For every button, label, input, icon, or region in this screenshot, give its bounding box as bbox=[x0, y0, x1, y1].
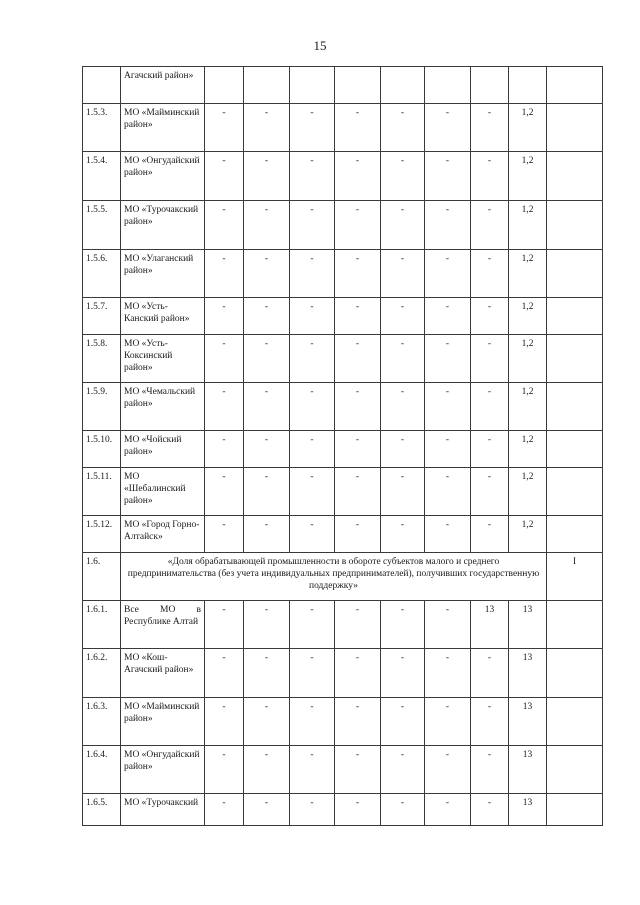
value-cell: - bbox=[244, 104, 290, 152]
value-cell: - bbox=[335, 152, 381, 201]
row-number: 1.5.8. bbox=[83, 335, 121, 383]
value-cell: - bbox=[335, 431, 381, 468]
value-cell: - bbox=[335, 335, 381, 383]
value-cell: - bbox=[425, 383, 471, 431]
value-cell: 1,2 bbox=[509, 152, 547, 201]
value-cell: - bbox=[205, 298, 244, 335]
table-row bbox=[83, 516, 603, 553]
value-cell: - bbox=[425, 152, 471, 201]
value-cell bbox=[205, 67, 244, 104]
row-number: 1.5.5. bbox=[83, 201, 121, 250]
value-cell: 1,2 bbox=[509, 431, 547, 468]
table-row bbox=[83, 649, 603, 698]
value-cell: - bbox=[290, 431, 335, 468]
value-cell: - bbox=[381, 383, 425, 431]
value-cell: - bbox=[290, 152, 335, 201]
value-cell: - bbox=[244, 601, 290, 649]
value-cell: 13 bbox=[509, 746, 547, 794]
municipality-name: МО «Город Горно-Алтайск» bbox=[124, 520, 200, 542]
note-cell bbox=[547, 746, 603, 794]
municipality-name-cell bbox=[121, 335, 205, 383]
value-cell: 1,2 bbox=[509, 250, 547, 298]
municipality-name-cell bbox=[121, 698, 205, 746]
note-cell bbox=[547, 516, 603, 553]
municipality-name: МО «Улаганский район» bbox=[124, 254, 194, 276]
municipality-name-cell bbox=[121, 104, 205, 152]
value-cell: - bbox=[244, 794, 290, 826]
note-cell bbox=[547, 698, 603, 746]
value-cell: - bbox=[335, 649, 381, 698]
municipality-name-cell bbox=[121, 649, 205, 698]
value-cell: 1,2 bbox=[509, 516, 547, 553]
value-cell: - bbox=[205, 335, 244, 383]
value-cell: - bbox=[425, 250, 471, 298]
table-row bbox=[83, 698, 603, 746]
value-cell: - bbox=[471, 468, 509, 516]
table-row bbox=[83, 201, 603, 250]
row-number: 1.6.2. bbox=[83, 649, 121, 698]
value-cell: - bbox=[205, 152, 244, 201]
value-cell: - bbox=[471, 516, 509, 553]
municipality-name: МО «Усть-Канский район» bbox=[124, 302, 190, 324]
municipality-name: МО «Онгудайский район» bbox=[124, 156, 200, 178]
value-cell: - bbox=[471, 698, 509, 746]
municipality-name-cell bbox=[121, 201, 205, 250]
value-cell: 1,2 bbox=[509, 201, 547, 250]
municipality-name: МО «Чемальский район» bbox=[124, 387, 196, 409]
value-cell: - bbox=[290, 516, 335, 553]
municipality-name: МО «Чойский район» bbox=[124, 435, 182, 457]
row-number: 1.5.12. bbox=[83, 516, 121, 553]
municipality-name-cell bbox=[121, 601, 205, 649]
value-cell: 1,2 bbox=[509, 335, 547, 383]
row-number: 1.5.3. bbox=[83, 104, 121, 152]
value-cell: - bbox=[335, 601, 381, 649]
municipality-name-cell bbox=[121, 468, 205, 516]
value-cell: - bbox=[425, 298, 471, 335]
value-cell: 13 bbox=[509, 698, 547, 746]
value-cell: 13 bbox=[509, 649, 547, 698]
note-cell bbox=[547, 67, 603, 104]
value-cell: - bbox=[425, 698, 471, 746]
table-row bbox=[83, 335, 603, 383]
value-cell: - bbox=[244, 698, 290, 746]
value-cell: - bbox=[335, 794, 381, 826]
value-cell: - bbox=[205, 649, 244, 698]
value-cell: 1,2 bbox=[509, 468, 547, 516]
municipality-name: МО «Онгудайский район» bbox=[124, 750, 200, 772]
value-cell: - bbox=[244, 431, 290, 468]
value-cell: 13 bbox=[509, 601, 547, 649]
value-cell: 13 bbox=[471, 601, 509, 649]
value-cell: - bbox=[381, 152, 425, 201]
value-cell: - bbox=[290, 698, 335, 746]
value-cell: - bbox=[381, 649, 425, 698]
table-row bbox=[83, 431, 603, 468]
value-cell: - bbox=[244, 298, 290, 335]
municipality-name: МО «Турочакский bbox=[124, 798, 199, 808]
value-cell: - bbox=[290, 649, 335, 698]
municipality-name-cell bbox=[121, 746, 205, 794]
value-cell: - bbox=[290, 468, 335, 516]
value-cell: - bbox=[471, 298, 509, 335]
row-number: 1.6.4. bbox=[83, 746, 121, 794]
note-cell bbox=[547, 335, 603, 383]
value-cell bbox=[244, 67, 290, 104]
value-cell: - bbox=[205, 746, 244, 794]
value-cell: - bbox=[205, 201, 244, 250]
value-cell: - bbox=[381, 298, 425, 335]
value-cell: - bbox=[335, 698, 381, 746]
municipality-name-cell bbox=[121, 431, 205, 468]
value-cell: - bbox=[471, 104, 509, 152]
note-cell bbox=[547, 201, 603, 250]
value-cell: - bbox=[205, 104, 244, 152]
value-cell: - bbox=[471, 746, 509, 794]
value-cell: 1,2 bbox=[509, 104, 547, 152]
municipality-name: МО «Турочакский район» bbox=[124, 205, 199, 227]
indicator-title-row bbox=[83, 553, 603, 601]
value-cell: - bbox=[471, 250, 509, 298]
value-cell: - bbox=[381, 794, 425, 826]
value-cell: - bbox=[290, 383, 335, 431]
table-row bbox=[83, 468, 603, 516]
value-cell: - bbox=[381, 201, 425, 250]
note-cell bbox=[547, 649, 603, 698]
value-cell bbox=[471, 67, 509, 104]
row-number: 1.6. bbox=[83, 553, 121, 601]
table-row bbox=[83, 67, 603, 104]
value-cell: - bbox=[471, 201, 509, 250]
row-number: 1.6.5. bbox=[83, 794, 121, 826]
value-cell: - bbox=[244, 746, 290, 794]
municipality-name-cell bbox=[121, 250, 205, 298]
row-number: 1.5.10. bbox=[83, 431, 121, 468]
note-cell bbox=[547, 104, 603, 152]
table-row bbox=[83, 383, 603, 431]
page-number: 15 bbox=[313, 38, 327, 53]
value-cell: - bbox=[290, 335, 335, 383]
value-cell: - bbox=[471, 794, 509, 826]
value-cell: - bbox=[471, 649, 509, 698]
value-cell: - bbox=[425, 649, 471, 698]
note-cell: I bbox=[547, 553, 603, 601]
value-cell bbox=[381, 67, 425, 104]
row-number: 1.5.11. bbox=[83, 468, 121, 516]
municipality-name: МО «Шебалинский район» bbox=[124, 472, 186, 506]
value-cell: - bbox=[381, 468, 425, 516]
value-cell bbox=[509, 67, 547, 104]
value-cell: - bbox=[381, 431, 425, 468]
value-cell: - bbox=[425, 201, 471, 250]
indicator-table bbox=[82, 66, 603, 826]
value-cell: - bbox=[244, 383, 290, 431]
value-cell: 13 bbox=[509, 794, 547, 826]
value-cell: - bbox=[244, 516, 290, 553]
value-cell: - bbox=[205, 383, 244, 431]
value-cell: - bbox=[425, 335, 471, 383]
table-row bbox=[83, 250, 603, 298]
table-row bbox=[83, 104, 603, 152]
value-cell: - bbox=[335, 201, 381, 250]
note-cell bbox=[547, 383, 603, 431]
note-cell bbox=[547, 431, 603, 468]
value-cell: - bbox=[425, 468, 471, 516]
value-cell: - bbox=[381, 516, 425, 553]
row-number: 1.6.3. bbox=[83, 698, 121, 746]
table-row bbox=[83, 152, 603, 201]
value-cell: - bbox=[244, 201, 290, 250]
indicator-title: «Доля обрабатывающей промышленности в обороте субъектов малого и среднего предпринимательства (без учета индивидуальных предпринимателей), получивших государственную поддержку» bbox=[121, 553, 547, 601]
row-number: 1.5.7. bbox=[83, 298, 121, 335]
note-cell bbox=[547, 794, 603, 826]
table-row bbox=[83, 746, 603, 794]
municipality-name-cell bbox=[121, 383, 205, 431]
value-cell: - bbox=[290, 601, 335, 649]
municipality-name-cell bbox=[121, 516, 205, 553]
value-cell: - bbox=[425, 516, 471, 553]
value-cell: - bbox=[205, 250, 244, 298]
value-cell: - bbox=[471, 431, 509, 468]
value-cell: - bbox=[335, 746, 381, 794]
value-cell: - bbox=[244, 250, 290, 298]
municipality-name: МО «Майминский район» bbox=[124, 108, 200, 130]
row-number: 1.5.9. bbox=[83, 383, 121, 431]
table-row bbox=[83, 298, 603, 335]
value-cell: - bbox=[335, 104, 381, 152]
municipality-name: Все МО в Республике Алтай bbox=[124, 605, 201, 627]
value-cell: - bbox=[205, 698, 244, 746]
value-cell: - bbox=[335, 298, 381, 335]
value-cell: - bbox=[244, 335, 290, 383]
value-cell: - bbox=[205, 794, 244, 826]
value-cell: - bbox=[205, 601, 244, 649]
municipality-name-cell bbox=[121, 67, 205, 104]
note-cell bbox=[547, 152, 603, 201]
value-cell bbox=[425, 67, 471, 104]
value-cell: - bbox=[205, 468, 244, 516]
municipality-name-cell bbox=[121, 152, 205, 201]
value-cell: - bbox=[381, 601, 425, 649]
value-cell: - bbox=[244, 649, 290, 698]
row-number: 1.5.4. bbox=[83, 152, 121, 201]
value-cell: - bbox=[335, 250, 381, 298]
value-cell: - bbox=[381, 698, 425, 746]
row-number bbox=[83, 67, 121, 104]
value-cell: - bbox=[290, 746, 335, 794]
value-cell: - bbox=[381, 746, 425, 794]
value-cell: - bbox=[205, 516, 244, 553]
value-cell: - bbox=[290, 298, 335, 335]
value-cell: - bbox=[471, 152, 509, 201]
value-cell: - bbox=[471, 335, 509, 383]
value-cell: - bbox=[425, 601, 471, 649]
value-cell: - bbox=[335, 468, 381, 516]
note-cell bbox=[547, 468, 603, 516]
value-cell: - bbox=[425, 794, 471, 826]
value-cell: - bbox=[335, 383, 381, 431]
value-cell: 1,2 bbox=[509, 383, 547, 431]
value-cell: - bbox=[381, 104, 425, 152]
value-cell bbox=[335, 67, 381, 104]
note-cell bbox=[547, 250, 603, 298]
value-cell: - bbox=[425, 431, 471, 468]
municipality-name-cell bbox=[121, 298, 205, 335]
value-cell: - bbox=[471, 383, 509, 431]
value-cell: - bbox=[290, 104, 335, 152]
value-cell: - bbox=[335, 516, 381, 553]
table-row bbox=[83, 794, 603, 826]
municipality-name: Агачский район» bbox=[124, 71, 194, 81]
municipality-name-cell bbox=[121, 794, 205, 826]
municipality-name: МО «Кош-Агачский район» bbox=[124, 653, 194, 675]
note-cell bbox=[547, 298, 603, 335]
value-cell: - bbox=[244, 152, 290, 201]
value-cell: - bbox=[290, 794, 335, 826]
value-cell: - bbox=[425, 104, 471, 152]
table-row bbox=[83, 601, 603, 649]
value-cell: - bbox=[244, 468, 290, 516]
value-cell: - bbox=[425, 746, 471, 794]
note-cell bbox=[547, 601, 603, 649]
row-number: 1.6.1. bbox=[83, 601, 121, 649]
value-cell: - bbox=[381, 335, 425, 383]
municipality-name: МО «Майминский район» bbox=[124, 702, 200, 724]
value-cell bbox=[290, 67, 335, 104]
value-cell: 1,2 bbox=[509, 298, 547, 335]
value-cell: - bbox=[290, 201, 335, 250]
value-cell: - bbox=[205, 431, 244, 468]
municipality-name: МО «Усть-Коксинский район» bbox=[124, 339, 173, 373]
value-cell: - bbox=[381, 250, 425, 298]
value-cell: - bbox=[290, 250, 335, 298]
row-number: 1.5.6. bbox=[83, 250, 121, 298]
